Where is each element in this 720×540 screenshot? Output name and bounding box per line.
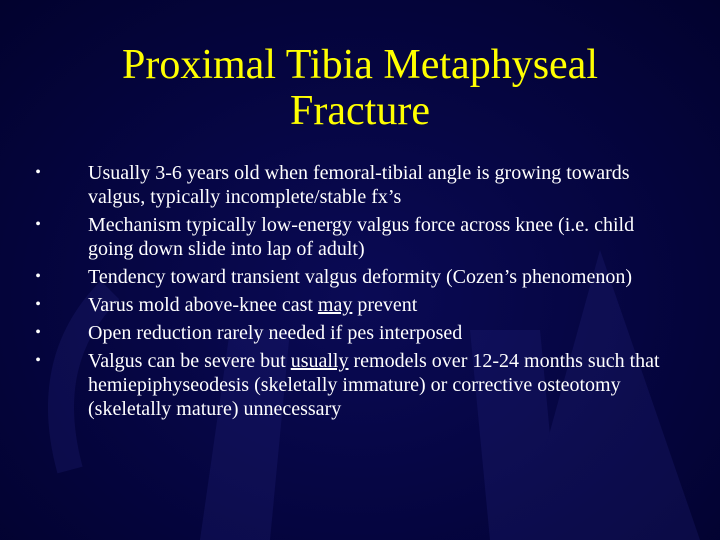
- bullet-text: Tendency toward transient valgus deformity (Cozen’s phenomenon): [88, 266, 633, 288]
- bullet-item: [28, 321, 678, 345]
- bullet-text: Mechanism typically low-energy valgus force across knee (i.e. child going down slide into lap of adult): [88, 214, 635, 260]
- bullet-emphasis: usually: [290, 350, 349, 372]
- bullet-dot-icon: •: [35, 324, 41, 341]
- bullet-item: [28, 293, 678, 317]
- bullet-text-after: prevent: [352, 294, 418, 316]
- title-line-1: Proximal Tibia Metaphyseal: [122, 42, 598, 88]
- bullet-text: Open reduction rarely needed if pes interposed: [88, 322, 463, 344]
- bullet-dot-icon: •: [35, 164, 41, 181]
- bullet-list: [28, 161, 678, 425]
- title-line-2: Fracture: [290, 88, 430, 134]
- bullet-item: [28, 213, 678, 261]
- bullet-item: [28, 349, 678, 421]
- bullet-text: [88, 350, 660, 420]
- bullet-text-before: Valgus can be severe but: [88, 350, 291, 372]
- bullet-text: Usually 3-6 years old when femoral-tibial angle is growing towards valgus, typically incomplete/stable fx’s: [88, 162, 630, 208]
- bullet-dot-icon: •: [35, 296, 41, 313]
- bullet-dot-icon: •: [35, 268, 41, 285]
- bullet-emphasis: may: [317, 294, 353, 316]
- bullet-dot-icon: •: [35, 216, 41, 233]
- bullet-item: [28, 265, 678, 289]
- bullet-dot-icon: •: [35, 352, 41, 369]
- bullet-text-after: remodels over 12-24 months such that hemiepiphyseodesis (skeletally immature) or corrective osteotomy (skeletally mature) unnecessary: [88, 350, 660, 420]
- bullet-text: [88, 294, 417, 316]
- bullet-text-before: Varus mold above-knee cast: [88, 294, 318, 316]
- slide-title: [60, 42, 660, 134]
- bullet-item: [28, 161, 678, 209]
